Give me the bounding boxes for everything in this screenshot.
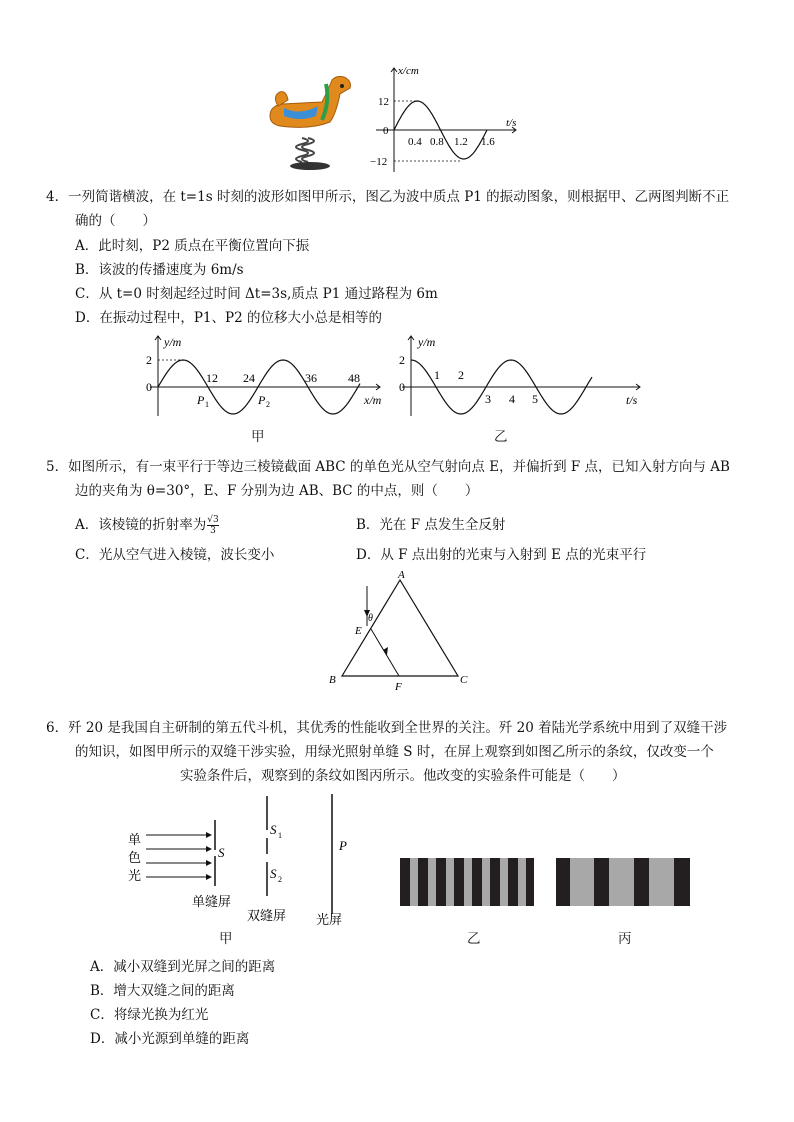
q6-option-a[interactable]: A．减小双缝到光屏之间的距离 [90,959,276,975]
label-s1-sub: 1 [278,831,282,840]
jia-p2-label: P [258,393,266,407]
yi-xtick-1: 1 [434,368,440,382]
xt-xtick-0.4: 0.4 [408,136,422,148]
q4-option-d[interactable]: D．在振动过程中，P1、P2 的位移大小总是相等的 [75,310,382,326]
q6-option-c[interactable]: C．将绿光换为红光 [90,1007,209,1023]
jia-xtick-12: 12 [206,371,218,385]
prism-label-b: B [329,674,336,686]
q4-option-a[interactable]: A．此时刻，P2 质点在平衡位置向下振 [75,238,310,254]
yi-origin: 0 [399,380,405,394]
q6-number: 6． [46,720,69,736]
jia-xtick-36: 36 [305,371,317,385]
xt-ylabel: x/cm [398,65,419,77]
label-s2-sub: 2 [278,875,282,884]
xt-ytick-neg12: −12 [370,156,388,168]
jia-xlabel: x/m [364,393,382,407]
fringe-yi-dark-5 [472,858,482,906]
q6-caption-yi: 乙 [467,931,481,947]
xt-xtick-1.2: 1.2 [454,136,468,148]
yi-xtick-2: 2 [458,368,464,382]
fringe-bing-dark-2 [594,858,609,906]
light-arrowheads [206,832,212,880]
label-s1: S [270,822,277,837]
q4-wave-graph-jia [140,330,390,418]
q6-stem [46,716,756,740]
jia-p1-sub: 1 [205,400,209,409]
fringe-yi-dark-2 [418,858,428,906]
q5-stem-line2: 边的夹角为 θ=30°，E、F 分别为边 AB、BC 的中点，则（ ） [75,483,479,499]
fringe-yi-dark-1 [400,858,410,906]
xt-origin: 0 [383,125,389,137]
q5-number: 5． [46,459,69,475]
light-char-3: 光 [128,868,142,883]
q4-number: 4． [46,189,69,205]
q6-option-b[interactable]: B．增大双缝之间的距离 [90,983,235,999]
fringe-yi-dark-7 [508,858,518,906]
xt-ytick-12: 12 [378,96,389,108]
q5-stem-line1: 如图所示，有一束平行于等边三棱镜截面 ABC 的单色光从空气射向点 E，并偏折到 F 点，已知入射方向与 AB [68,459,730,475]
q4-stem-line2: 确的（ ） [75,213,156,229]
q5-stem [46,455,756,479]
yi-xlabel: t/s [626,393,638,407]
label-s: S [218,845,225,860]
q5-prism-diagram [322,566,472,694]
q5-option-d[interactable]: D．从 F 点出射的光束与入射到 E 点的光束平行 [356,547,647,563]
q4-vibration-graph-yi [392,330,648,418]
light-char-1: 单 [128,832,142,847]
q4-option-c[interactable]: C．从 t=0 时刻起经过时间 Δt=3s,质点 P1 通过路程为 6m [75,286,438,302]
jia-ylabel: y/m [164,335,182,349]
jia-p2-sub: 2 [266,400,270,409]
q4-option-b[interactable]: B．该波的传播速度为 6m/s [75,262,244,278]
q4-caption-yi: 乙 [494,429,508,445]
single-slit-screen-label: 单缝屏 [192,894,232,909]
q6-fringes-bing [556,858,690,906]
fringe-bing-dark-4 [674,858,690,906]
jia-ytick-2: 2 [146,353,152,367]
q4-stem-line1: 一列简谐横波，在 t=1s 时刻的波形如图甲所示，图乙为波中质点 P1 的振动图象，则根据甲、乙两图判断不正 [68,189,730,205]
q4-caption-jia: 甲 [251,429,265,445]
yi-xtick-4: 4 [509,392,515,406]
prism-label-theta: θ [368,613,373,624]
q4-stem [46,185,756,209]
prism-label-e: E [355,625,362,637]
q6-fringes-yi [400,858,534,906]
jia-xtick-48: 48 [348,371,360,385]
fringe-yi-dark-8 [526,858,534,906]
label-s2: S [270,866,277,881]
q6-caption-jia: 甲 [219,931,233,947]
fringe-bing-dark-1 [556,858,570,906]
q6-stem-line3: 实验条件后，观察到的条纹如图丙所示。他改变的实验条件可能是（ ） [180,768,626,784]
light-rays [146,835,206,877]
q6-double-slit-setup [118,792,368,930]
light-char-2: 色 [128,850,142,865]
yi-xtick-5: 5 [532,392,538,406]
fringes-bing-background [556,858,690,906]
q6-stem-line2: 的知识，如图甲所示的双缝干涉实验，用绿光照射单缝 S 时，在屏上观察到如图乙所示的条纹，仅改变一个 [75,744,714,760]
jia-origin: 0 [146,380,152,394]
xt-xtick-0.8: 0.8 [430,136,444,148]
yi-ylabel: y/m [418,335,436,349]
q6-stem-line1: 歼 20 是我国自主研制的第五代斗机，其优秀的性能收到全世界的关注。歼 20 着陆光学系统中用到了双缝干涉 [68,720,728,736]
jia-xtick-24: 24 [243,371,255,385]
q5-option-a-text: A．该棱镜的折射率为 [75,517,207,533]
prism-label-c: C [460,674,468,686]
fringe-bing-dark-3 [634,858,649,906]
fringe-yi-dark-4 [454,858,464,906]
q6-caption-bing: 丙 [618,931,632,947]
yi-xtick-3: 3 [485,392,491,406]
q5-fraction-numerator: √3 [207,514,219,525]
jia-p1-label: P [197,393,205,407]
q5-option-c[interactable]: C．光从空气进入棱镜，波长变小 [75,547,275,563]
xt-graph [366,60,526,178]
xt-xlabel: t/s [506,117,517,129]
q6-option-d[interactable]: D．减小光源到单缝的距离 [90,1031,250,1047]
q5-fraction-denominator: 3 [210,525,216,536]
fringe-yi-dark-3 [436,858,446,906]
q5-option-a[interactable] [75,513,219,537]
yi-ytick-2: 2 [399,353,405,367]
q5-option-b[interactable]: B．光在 F 点发生全反射 [356,517,506,533]
light-screen-label: 光屏 [316,912,343,927]
prism-label-f: F [395,681,402,693]
fringe-yi-dark-6 [490,858,500,906]
xt-xtick-1.6: 1.6 [481,136,495,148]
spring-horse-illustration [262,76,362,171]
double-slit-screen-label: 双缝屏 [247,908,287,923]
q5-option-a-fraction [207,515,218,536]
prism-label-a: A [398,569,405,581]
label-p: P [339,838,347,853]
